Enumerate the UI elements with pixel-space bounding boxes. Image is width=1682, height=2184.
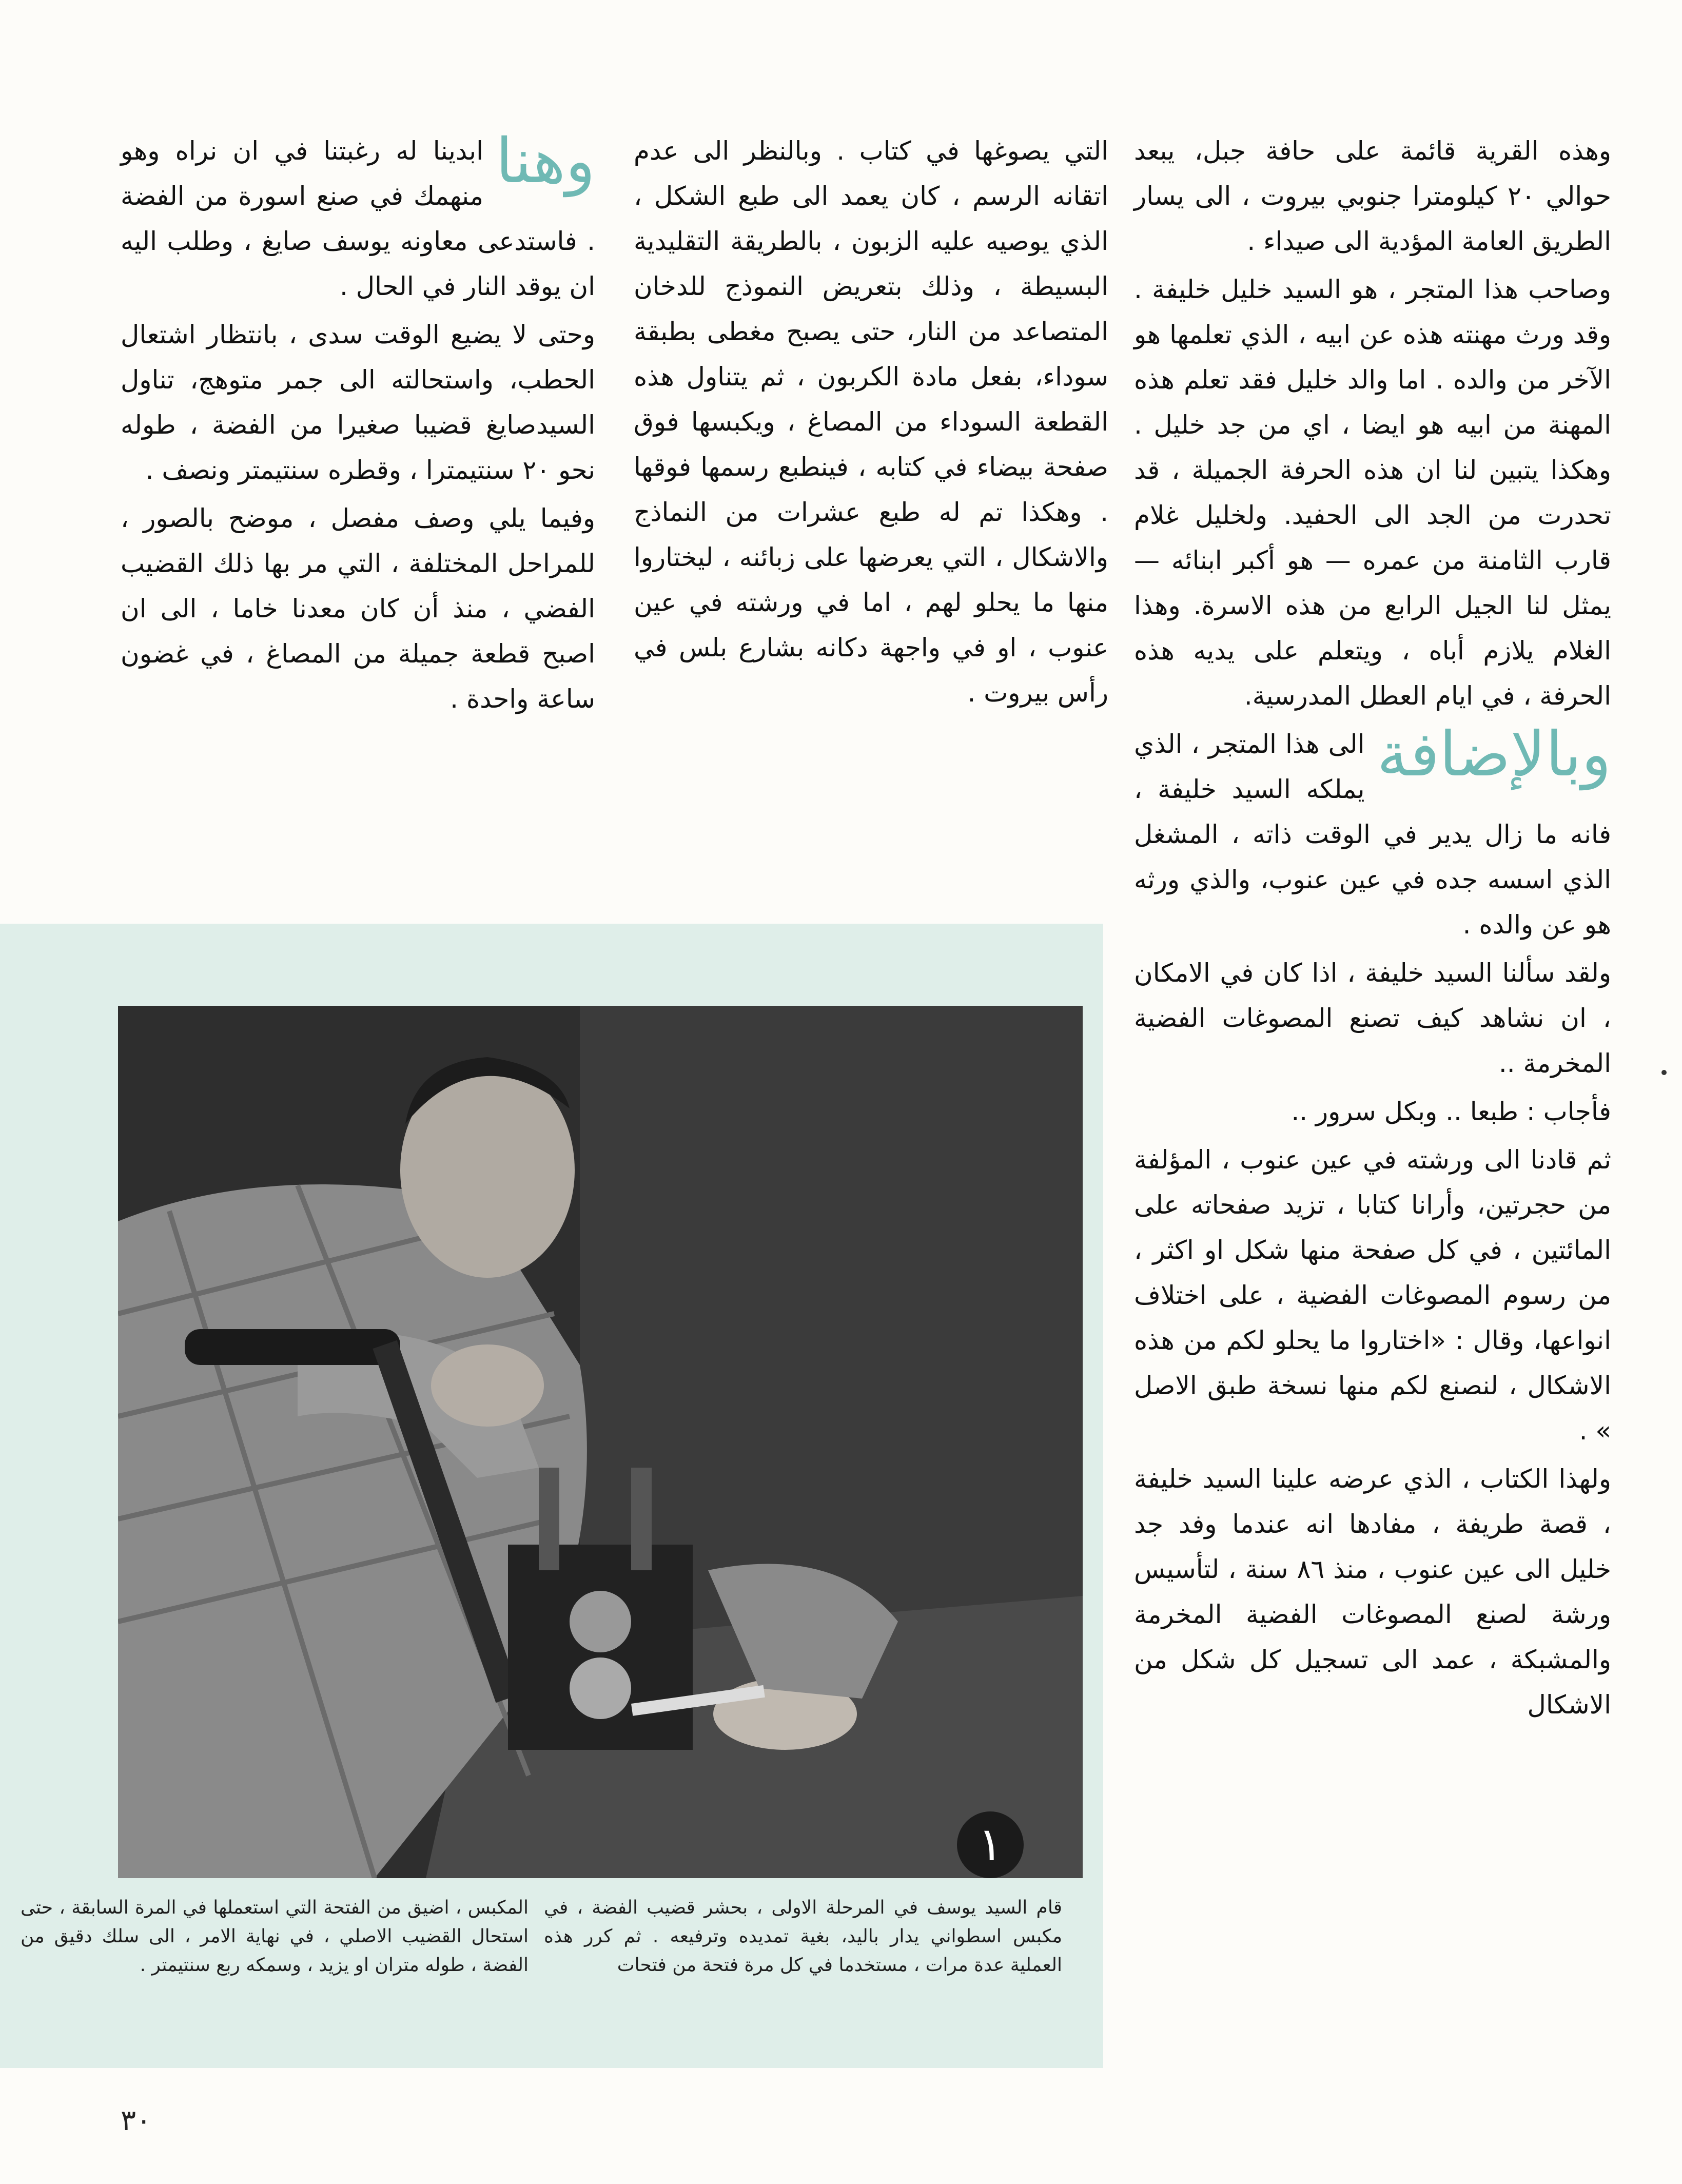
paragraph: وصاحب هذا المتجر ، هو السيد خليل خليفة . وقد ورث مهنته هذه عن ابيه ، الذي تعلمها هو الآخر من والده . اما والد خليل فقد تعلم هذه المهنة من ابيه هو ايضا ، اي من جد خليل . وهكذا يتبين لنا ان هذه الحرفة الجميلة ، قد تحدرت من الجد الى الحفيد. ولخليل غلام قارب الثامنة من عمره — هو أكبر ابنائه — يمثل لنا الجيل الرابع من هذه الاسرة. وهذا الغلام يلازم أباه ، ويتعلم على يديه هذه الحرفة ، في ايام العطل المدرسية.: [1134, 275, 1611, 711]
article-column-left: [121, 128, 595, 725]
photo-caption-right: قام السيد يوسف في المرحلة الاولى ، بحشر قضيب الفضة ، في مكبس اسطواني يدار باليد، بغية تمديده وترفيعه . ثم كرر هذه العملية عدة مرات ، مستخدما في كل مرة فتحة من فتحات: [544, 1897, 1062, 1976]
paragraph: ولقد سألنا السيد خليفة ، اذا كان في الامكان ، ان نشاهد كيف تصنع المصوغات الفضية المخرمة ..: [1134, 958, 1611, 1078]
decorative-dropword: وبالإضافة: [1377, 719, 1611, 790]
photo-caption-left: المكبس ، اضيق من الفتحة التي استعملها في المرة السابقة ، حتى استحال القضيب الاصلي ، في نهاية الامر ، الى سلك دقيق من الفضة ، طوله متران او يزيد ، وسمكه ربع سنتيمتر .: [21, 1897, 529, 1976]
decorative-dropword: وهنا: [495, 126, 595, 197]
paragraph: التي يصوغها في كتاب . وبالنظر الى عدم اتقانه الرسم ، كان يعمد الى طبع الشكل ، الذي يوصيه عليه الزبون ، بالطريقة التقليدية البسيطة ، وذلك بتعريض النموذج للدخان المتصاعد من النار، حتى يصبح مغطى بطبقة سوداء، بفعل مادة الكربون ، ثم يتناول هذه القطعة السوداء من المصاغ ، ويكبسها فوق صفحة بيضاء في كتابه ، فينطبع رسمها فوقها . وهكذا تم له طبع عشرات من النماذج والاشكال ، التي يعرضها على زبائنه ، ليختاروا منها ما يحلو لهم ، اما في ورشته في عين عنوب ، او في واجهة دكانه بشارع بلس في رأس بيروت .: [634, 136, 1108, 708]
photo-illustration: [118, 1006, 1083, 1878]
paragraph: ثم قادنا الى ورشته في عين عنوب ، المؤلفة من حجرتين، وأرانا كتابا ، تزيد صفحاته على المائتين ، في كل صفحة منها شكل او اكثر ، من رسوم المصوغات الفضية ، على اختلاف انواعها، وقال : «اختاروا ما يحلو لكم من هذه الاشكال ، لنصنع لكم منها نسخة طبق الاصل » .: [1134, 1145, 1611, 1446]
margin-dot: [1661, 1070, 1667, 1075]
photo-number-badge: ١: [957, 1811, 1024, 1878]
article-column-middle: [634, 128, 1108, 718]
paragraph-with-dropword: [121, 128, 595, 309]
paragraph: ولهذا الكتاب ، الذي عرضه علينا السيد خليفة ، قصة طريفة ، مفادها انه عندما وفد جد خليل الى عين عنوب ، منذ ٨٦ سنة ، لتأسيس ورشة لصنع المصوغات الفضية المخرمة والمشبكة ، عمد الى تسجيل كل شكل من الاشكال: [1134, 1464, 1611, 1720]
paragraph-text: ابدينا له رغبتنا في ان نراه وهو منهمك في صنع اسورة من الفضة . فاستدعى معاونه يوسف صايغ ، وطلب اليه ان يوقد النار في الحال .: [121, 136, 595, 301]
paragraph: فأجاب : طبعا .. وبكل سرور ..: [1291, 1097, 1611, 1126]
paragraph: وحتى لا يضيع الوقت سدى ، بانتظار اشتعال الحطب، واستحالته الى جمر متوهج، تناول السيدصايغ قضيبا صغيرا من الفضة ، طوله نحو ٢٠ سنتيمترا ، وقطره سنتيمتر ونصف .: [121, 320, 595, 485]
paragraph: وفيما يلي وصف مفصل ، موضح بالصور ، للمراحل المختلفة ، التي مر بها ذلك القضيب الفضي ، منذ أن كان معدنا خاما ، الى ان اصبح قطعة جميلة من المصاغ ، في غضون ساعة واحدة .: [121, 503, 595, 714]
paragraph-with-dropword: [1134, 719, 1611, 947]
paragraph: وهذه القرية قائمة على حافة جبل، يبعد حوالي ٢٠ كيلومترا جنوبي بيروت ، الى يسار الطريق العامة المؤدية الى صيداء .: [1134, 136, 1611, 256]
page-number: ٣٠: [121, 2104, 152, 2137]
photo-silversmith-at-press: [118, 1006, 1083, 1878]
paragraph-text: الى هذا المتجر ، الذي يملكه السيد خليفة ، فانه ما زال يدير في الوقت ذاته ، المشغل الذي اسسه جده في عين عنوب، والذي ورثه هو عن والده .: [1134, 729, 1611, 940]
article-column-right: [1134, 128, 1611, 1730]
